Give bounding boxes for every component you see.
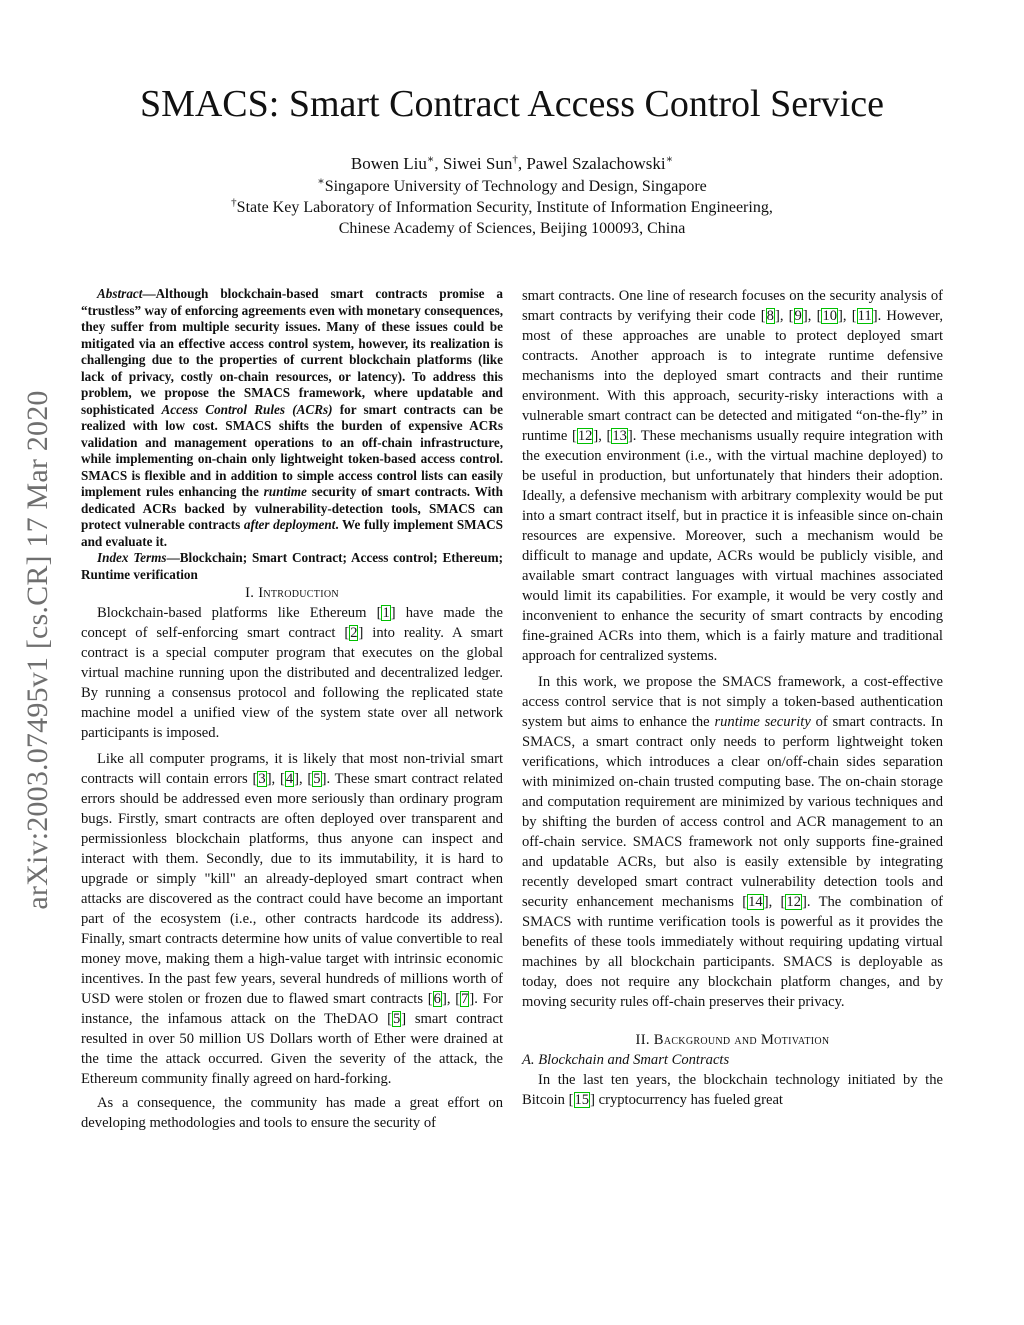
citation-link[interactable]: 12	[577, 428, 593, 444]
index-terms-text: Blockchain; Smart Contract; Access control; Ethereum; Runtime verification	[81, 550, 503, 582]
citation-link[interactable]: 6	[433, 991, 441, 1007]
citation-link[interactable]: 10	[822, 308, 838, 324]
index-terms-label: Index Terms	[97, 550, 167, 565]
affiliation-mark: ∗	[426, 153, 435, 166]
arxiv-identifier	[8, 340, 68, 960]
citation-link[interactable]: 12	[786, 894, 801, 910]
index-terms	[81, 550, 503, 583]
section-heading	[81, 583, 503, 603]
citation-link[interactable]: 5	[392, 1011, 401, 1027]
body-emphasis: runtime security	[714, 714, 811, 730]
subsection-title: Blockchain and Smart Contracts	[538, 1052, 730, 1068]
section-number: II.	[635, 1032, 650, 1048]
subsection-heading	[522, 1050, 943, 1070]
affiliation-mark: †	[231, 196, 237, 209]
body-paragraph: smart contracts. One line of research focuses on the security analysis of smart contracts by verifying their code [8], [9], [10], [11]. However, most of these approaches are unable to protect deployed smart contracts. Another approach is to integrate runtime defensive mechanisms into the deployed smart contracts and their runtime environment. With this approach, security-risky interactions with a vulnerable smart contract can be detected and mitigated “on-the-fly” in runtime [12], [13]. These mechanisms usually require integration with the execution environment (i.e., with the virtual machine deployed) to be useful in production, but unfortunately that hinders their adoption. Ideally, a defensive mechanism with arbitrary complexity would be put into a smart contract itself, but in practice it is infeasible since on-chain resources are expensive. Moreover, such a mechanism would be difficult to manage and update, ACRs would be publicly visible, and available smart contract languages with virtual machines associated would limit its capabilities. For example, it would be very costly and inconvenient to enhance the security of smart contracts by encoding fine-grained ACRs into them, which is a fairly mature and traditional approach for centralized systems.	[522, 288, 943, 664]
author-name: Bowen Liu	[350, 154, 427, 173]
author-block	[0, 153, 1024, 239]
affiliation-line	[0, 176, 1024, 197]
affiliation-line	[0, 197, 1024, 218]
citation-link[interactable]: 2	[350, 625, 358, 641]
body-paragraph: As a consequence, the community has made a great effort on developing methodologies and tools to ensure the security of	[81, 1095, 503, 1131]
index-terms-dash: —	[166, 550, 180, 565]
arxiv-identifier-text: arXiv:2003.07495v1 [cs.CR] 17 Mar 2020	[21, 390, 54, 910]
subsection-number: A.	[522, 1052, 535, 1068]
author-names: Bowen Liu∗, Siwei Sun†, Pawel Szalachowski∗	[350, 153, 674, 173]
abstract-emphasis: runtime	[263, 484, 307, 499]
abstract-text: security of smart contracts. With dedicated ACRs backed by vulnerability-detection tools, SMACS can protect vulnerable contracts	[81, 484, 503, 532]
affiliation-text: Singapore University of Technology and Design, Singapore	[324, 178, 707, 195]
section-number: I.	[245, 585, 255, 601]
body-paragraph: Like all computer programs, it is likely that most non-trivial smart contracts will contain errors [3], [4], [5]. These smart contract related errors should be addressed even more seriously than ordinary program bugs. Firstly, smart contracts are often deployed over transparent and permissionless blockchain platforms, thus anyone can inspect and interact with them. Secondly, due to its immutability, it is hard to upgrade or simply "kill" an already-deployed smart contract when attacks are discovered as the contract could have become an important part of the ecosystem (i.e., other contracts hardcode its address). Finally, smart contracts determine how units of value convertible to real money move, making them a high-value target with intrinsic economic incentives. In the past few years, several hundreds of millions worth of USD were stolen or frozen due to flawed smart contracts [6], [7]. For instance, the infamous attack on the TheDAO [5] smart contract resulted in over 50 million US Dollars worth of Ether were drained at the time the attack occurred. Given the severity of the attack, the Ethereum community finally agreed on hard-forking.	[81, 751, 503, 1087]
citation-link[interactable]: 7	[461, 991, 469, 1007]
citation-link[interactable]: 14	[748, 894, 763, 910]
body-paragraph: In this work, we propose the SMACS framework, a cost-effective access control service that is not simply a token-based authentication system but aims to enhance the runtime security of smart contracts. In SMACS, a smart contract only needs to perform lightweight token verifications, which introduces a clear on/off-chain sides separation with minimized on-chain trusted computing base. The on-chain storage and computation requirement are minimized by various techniques and by shifting the burden of access control and ACR management to an off-chain service. SMACS framework not only supports fine-grained and updatable ACRs, but also is easily extensible by integrating recently developed smart contract vulnerability detection tools and security enhancement mechanisms [14], [12]. The combination of SMACS with runtime verification tools is powerful as it provides the benefits of these tools immediately without requiring updating virtual machines by all blockchain participants. SMACS is deployable as today, does not require any blockchain platform changes, and by moving security rules off-chain preserves their privacy.	[522, 674, 944, 1010]
affiliation-text: Chinese Academy of Sciences, Beijing 100093, China	[338, 220, 686, 237]
author-name: Pawel Szalachowski	[526, 154, 666, 173]
citation-link[interactable]: 1	[382, 605, 390, 621]
citation-link[interactable]: 11	[857, 308, 872, 324]
abstract-label: Abstract	[97, 286, 143, 301]
abstract-dash: —	[142, 286, 156, 301]
affiliation-line	[0, 218, 1024, 239]
abstract-text: for smart contracts can be realized with low cost. SMACS shifts the burden of expensive ACRs validation and management operations to an off-chain infrastructure, while implementing on-chain only lightweight token-based access control. SMACS is flexible and in addition to simple access control lists can easily implement rules enhancing the	[81, 401, 503, 499]
affiliation-mark: ∗	[317, 175, 325, 188]
affiliation-text: State Key Laboratory of Information Security, Institute of Information Engineering,	[236, 199, 773, 216]
abstract-emphasis: Access Control Rules (ACRs)	[161, 401, 333, 417]
citation-link[interactable]: 8	[766, 308, 774, 324]
right-column	[522, 286, 943, 1110]
citation-link[interactable]: 15	[574, 1092, 590, 1108]
citation-link[interactable]: 4	[285, 771, 294, 787]
section-title: Introduction	[258, 585, 339, 601]
affiliation-mark: ∗	[665, 153, 674, 166]
left-column	[81, 286, 503, 1133]
citation-link[interactable]: 3	[258, 771, 266, 787]
abstract-emphasis: after deployment	[243, 517, 336, 532]
abstract	[81, 286, 503, 550]
section-heading	[522, 1030, 943, 1050]
citation-link[interactable]: 9	[794, 308, 802, 324]
author-name: Siwei Sun	[442, 154, 513, 173]
body-paragraph: In the last ten years, the blockchain technology initiated by the Bitcoin [15] cryptocurrency has fueled great	[522, 1072, 943, 1108]
abstract-text: Although blockchain-based smart contracts promise a “trustless” way of enforcing agreements even with monetary consequences, they suffer from multiple security issues. Many of these issues could be mitigated via an effective access control system, however, its realization is challenging due to the properties of current blockchain platforms (like lack of privacy, costly on-chain resources, or latency). To address this problem, we propose the SMACS framework, where updatable and sophisticated	[81, 286, 503, 417]
citation-link[interactable]: 5	[313, 771, 321, 787]
abstract-text: . We fully implement SMACS and evaluate it.	[81, 517, 504, 549]
body-paragraph: Blockchain-based platforms like Ethereum [1] have made the concept of self-enforcing smart contract [2] into reality. A smart contract is a special computer program that executes on the global virtual machine running upon the distributed and decentralized ledger. By running a consensus protocol and following the replicated state machine model a unified view of the system state over all network participants is imposed.	[81, 605, 503, 741]
paper-title: SMACS: Smart Contract Access Control Service	[139, 83, 885, 125]
section-title: Background and Motivation	[653, 1032, 830, 1048]
citation-link[interactable]: 13	[612, 428, 627, 444]
affiliation-mark: †	[512, 153, 518, 166]
